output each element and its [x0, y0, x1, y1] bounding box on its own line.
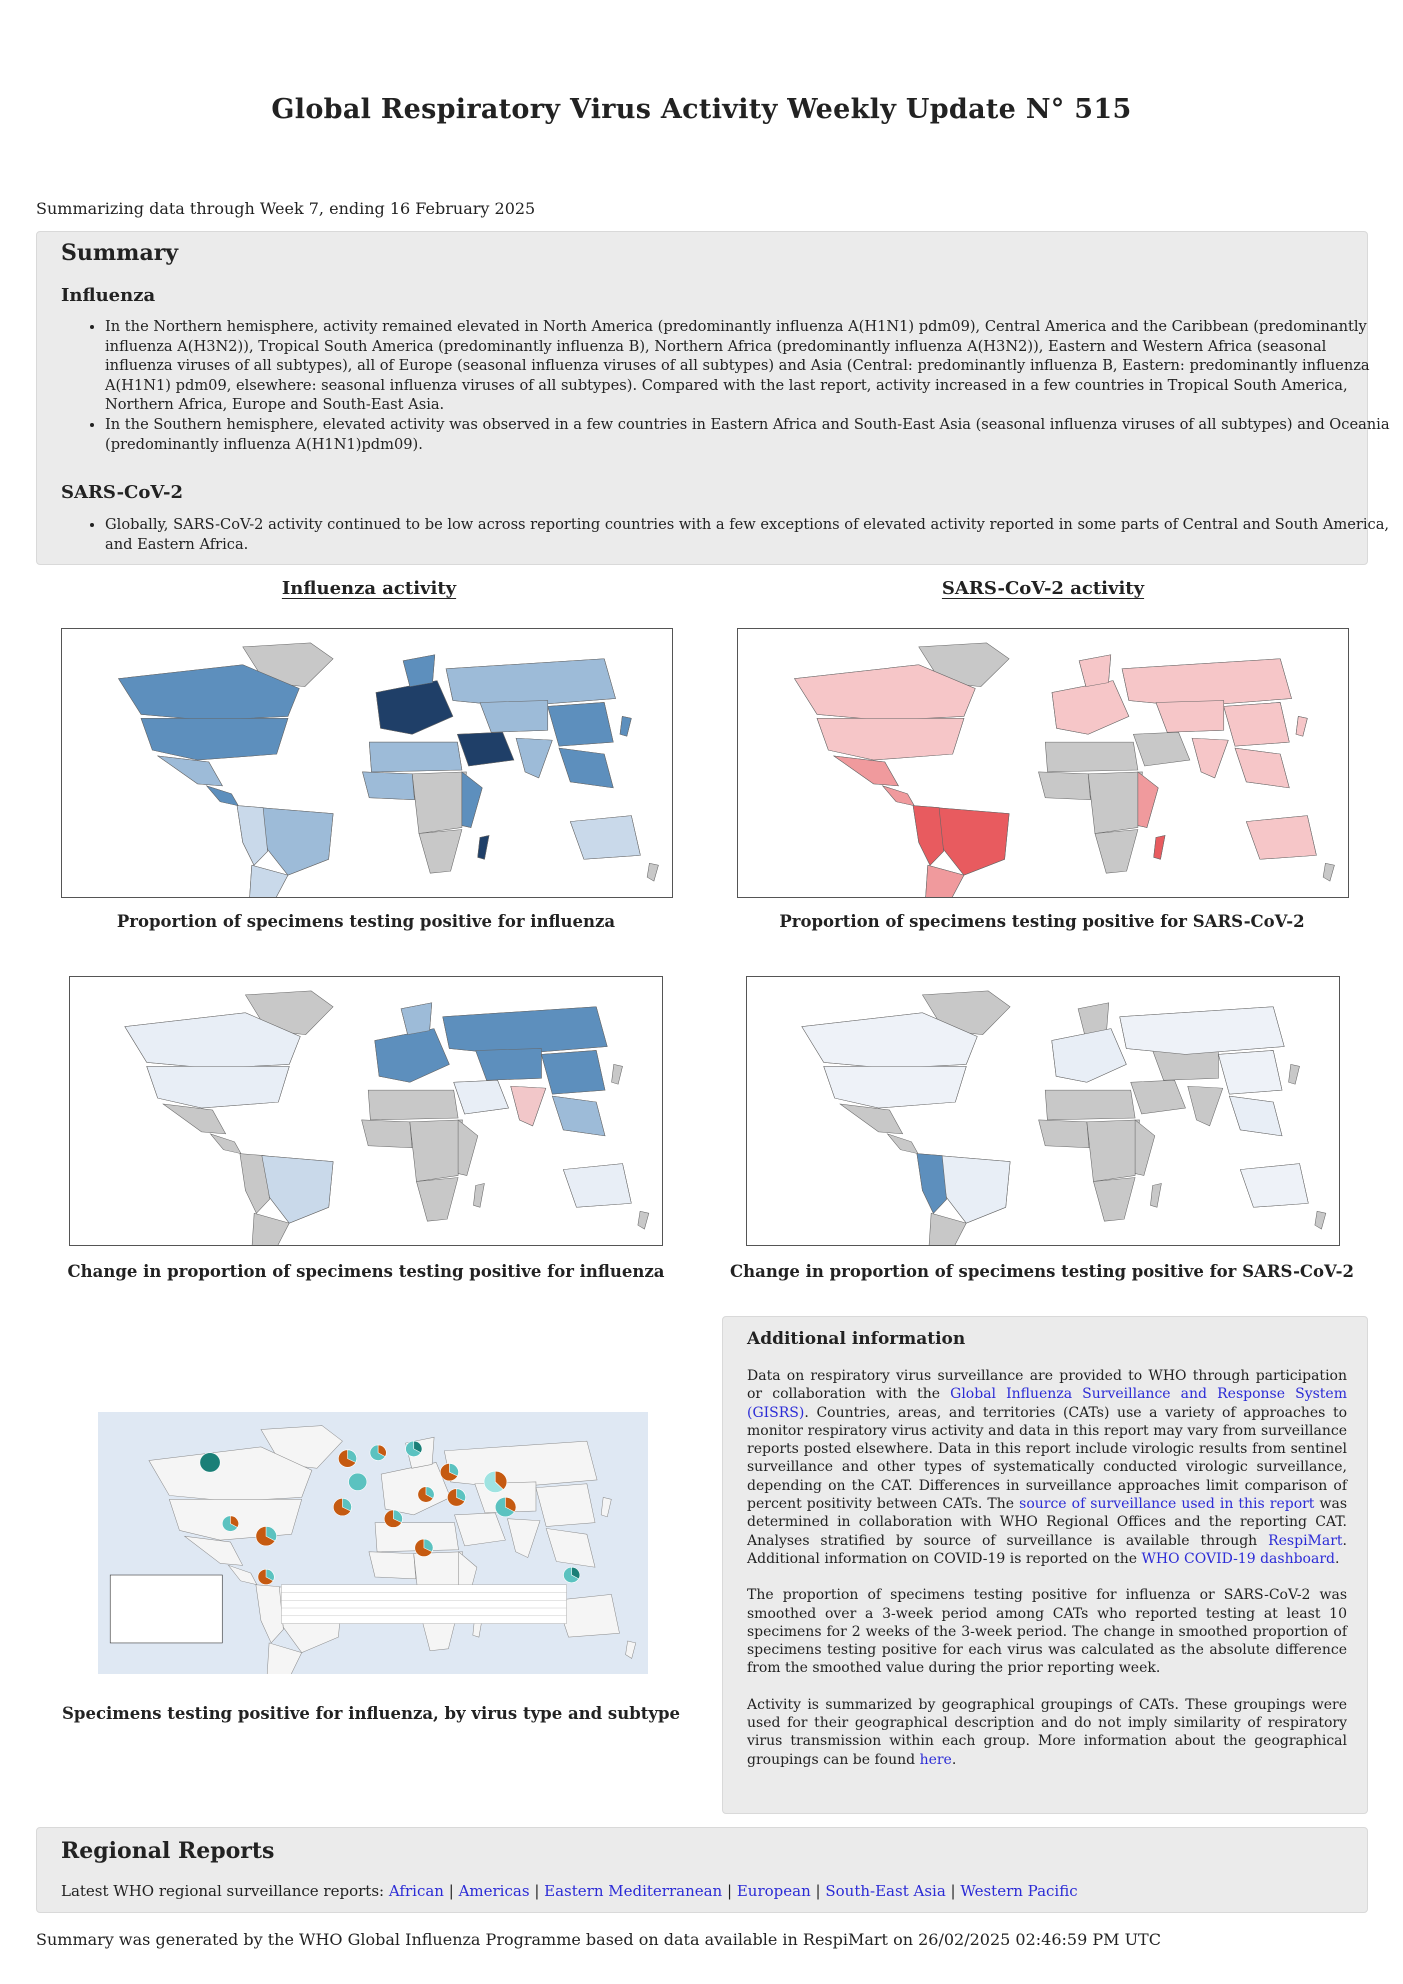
additional-info-paragraph-3 [747, 1696, 1347, 1769]
sars-change-caption: Change in proportion of specimens testing positive for SARS-CoV-2 [730, 1262, 1354, 1281]
text: . Countries, areas, and territories (CATs) use a variety of approaches to monitor respiratory virus activity and data in this report may vary from surveillance reports posted elsewhere. Data in this report include virologic results from sentinel surveillance and other types of systematically conducted virologic surveillance, depending on the CAT. Differences in surveillance approaches limit comparison of percent positivity between CATs. The [747, 1404, 1347, 1513]
additional-info-paragraph-1 [747, 1367, 1347, 1568]
additional-info-heading: Additional information [747, 1329, 966, 1349]
influenza-proportion-map [61, 628, 673, 898]
sars-proportion-map-svg [738, 629, 1348, 897]
summary-panel [36, 231, 1390, 565]
influenza-heading: Influenza [61, 285, 156, 306]
text: . [1334, 1550, 1340, 1567]
separator: | [815, 1882, 821, 1900]
sars-change-map-svg [747, 977, 1339, 1245]
influenza-change-caption: Change in proportion of specimens testing positive for influenza [67, 1262, 665, 1281]
sars-activity-heading: SARS-CoV-2 activity [941, 578, 1145, 599]
covid-dashboard-link[interactable]: WHO COVID-19 dashboard [1141, 1550, 1335, 1567]
text: Data on respiratory virus surveillance are provided to WHO through participation or collaboration with the [747, 1368, 1347, 1403]
summary-heading: Summary [61, 240, 179, 266]
regional-link-south-east-asia[interactable]: South-East Asia [825, 1882, 946, 1900]
regional-link-european[interactable]: European [736, 1882, 811, 1900]
regional-link-americas[interactable]: Americas [458, 1882, 530, 1900]
separator: | [448, 1882, 454, 1900]
influenza-subtype-map [98, 1412, 648, 1674]
influenza-subtype-map-svg [98, 1412, 648, 1674]
subtype-table [281, 1585, 566, 1624]
respimart-link[interactable]: RespiMart [1268, 1532, 1343, 1549]
additional-info-text [747, 1367, 1347, 1787]
text: . Additional information on COVID-19 is reported on the [747, 1532, 1347, 1567]
regional-link-eastern-mediterranean[interactable]: Eastern Mediterranean [544, 1882, 723, 1900]
additional-info-panel [722, 1316, 1368, 1814]
regional-prefix: Latest WHO regional surveillance reports: [61, 1882, 385, 1900]
separator: | [534, 1882, 540, 1900]
influenza-change-map-svg [70, 977, 662, 1245]
influenza-subtype-caption: Specimens testing positive for influenza, by virus type and subtype [62, 1704, 680, 1723]
regional-reports-heading: Regional Reports [61, 1838, 275, 1864]
influenza-bullets [61, 317, 1395, 454]
gisrs-link[interactable]: Global Influenza Surveillance and Response System (GISRS) [747, 1386, 1347, 1421]
separator: | [950, 1882, 956, 1900]
influenza-bullet: • In the Southern hemisphere, elevated activity was observed in a few countries in Eastern Africa and South-East Asia (seasonal influenza viruses of all subtypes) and Oceania (predominantly influenza A(H1N1)pdm09). [105, 415, 1395, 454]
regional-reports-panel [36, 1827, 1368, 1913]
separator: | [727, 1882, 733, 1900]
report-period: Summarizing data through Week 7, ending 16 February 2025 [36, 199, 536, 218]
sars-heading: SARS-CoV-2 [61, 482, 184, 503]
sars-bullet: • Globally, SARS-CoV-2 activity continued to be low across reporting countries with a few exceptions of elevated activity reported in some parts of Central and South America, and Eastern Africa. [105, 515, 1395, 554]
influenza-bullet: • In the Northern hemisphere, activity remained elevated in North America (predominantly influenza A(H1N1) pdm09), Central America and the Caribbean (predominantly influenza A(H3N2)), Tropical South America (predominantly influenza B), Northern Africa (predominantly influenza A(H3N2)), Eastern and Western Africa (seasonal influenza viruses of all subtypes), all of Europe (seasonal influenza viruses of all subtypes) and Asia (Central: predominantly influenza B, Eastern: predominantly influenza A(H1N1) pdm09, elsewhere: seasonal influenza viruses of all subtypes). Compared with the last report, activity increased in a few countries in Tropical South America, Northern Africa, Europe and South-East Asia. [105, 317, 1395, 415]
sars-proportion-caption: Proportion of specimens testing positive for SARS-CoV-2 [779, 912, 1305, 931]
text: was determined in collaboration with WHO Regional Offices and the reporting CAT. Analyses stratified by source of surveillance is available through [747, 1496, 1348, 1549]
regional-link-african[interactable]: African [388, 1882, 444, 1900]
influenza-proportion-map-svg [62, 629, 672, 897]
regional-reports-line [61, 1882, 1078, 1900]
additional-info-paragraph-2: The proportion of specimens testing positive for influenza or SARS-CoV-2 was smoothed over a 3-week period among CATs who reported testing at least 10 specimens for 2 weeks of the 3-week period. The change in smoothed proportion of specimens testing positive for each virus was calculated as the absolute difference from the smoothed value during the prior reporting week. [747, 1587, 1347, 1677]
page-title: Global Respiratory Virus Activity Weekly Update N° 515 [271, 94, 1132, 125]
influenza-change-map [69, 976, 663, 1246]
text: Activity is summarized by geographical groupings of CATs. These groupings were used for their geographical description and do not imply similarity of respiratory virus transmission within each group. More information about the geographical groupings can be found [747, 1696, 1347, 1768]
subtype-legend [110, 1575, 222, 1643]
footer-note: Summary was generated by the WHO Global Influenza Programme based on data available in RespiMart on 26/02/2025 02:46:59 PM UTC [36, 1930, 1161, 1949]
sars-change-map [746, 976, 1340, 1246]
text: . [951, 1751, 957, 1768]
influenza-proportion-caption: Proportion of specimens testing positive for influenza [116, 912, 616, 931]
sars-proportion-map [737, 628, 1349, 898]
surveillance-source-link[interactable]: source of surveillance used in this report [1019, 1496, 1315, 1513]
influenza-activity-heading: Influenza activity [281, 578, 457, 599]
sars-bullets [61, 515, 1395, 554]
regional-link-western-pacific[interactable]: Western Pacific [960, 1882, 1078, 1900]
groupings-link[interactable]: here [919, 1751, 952, 1768]
